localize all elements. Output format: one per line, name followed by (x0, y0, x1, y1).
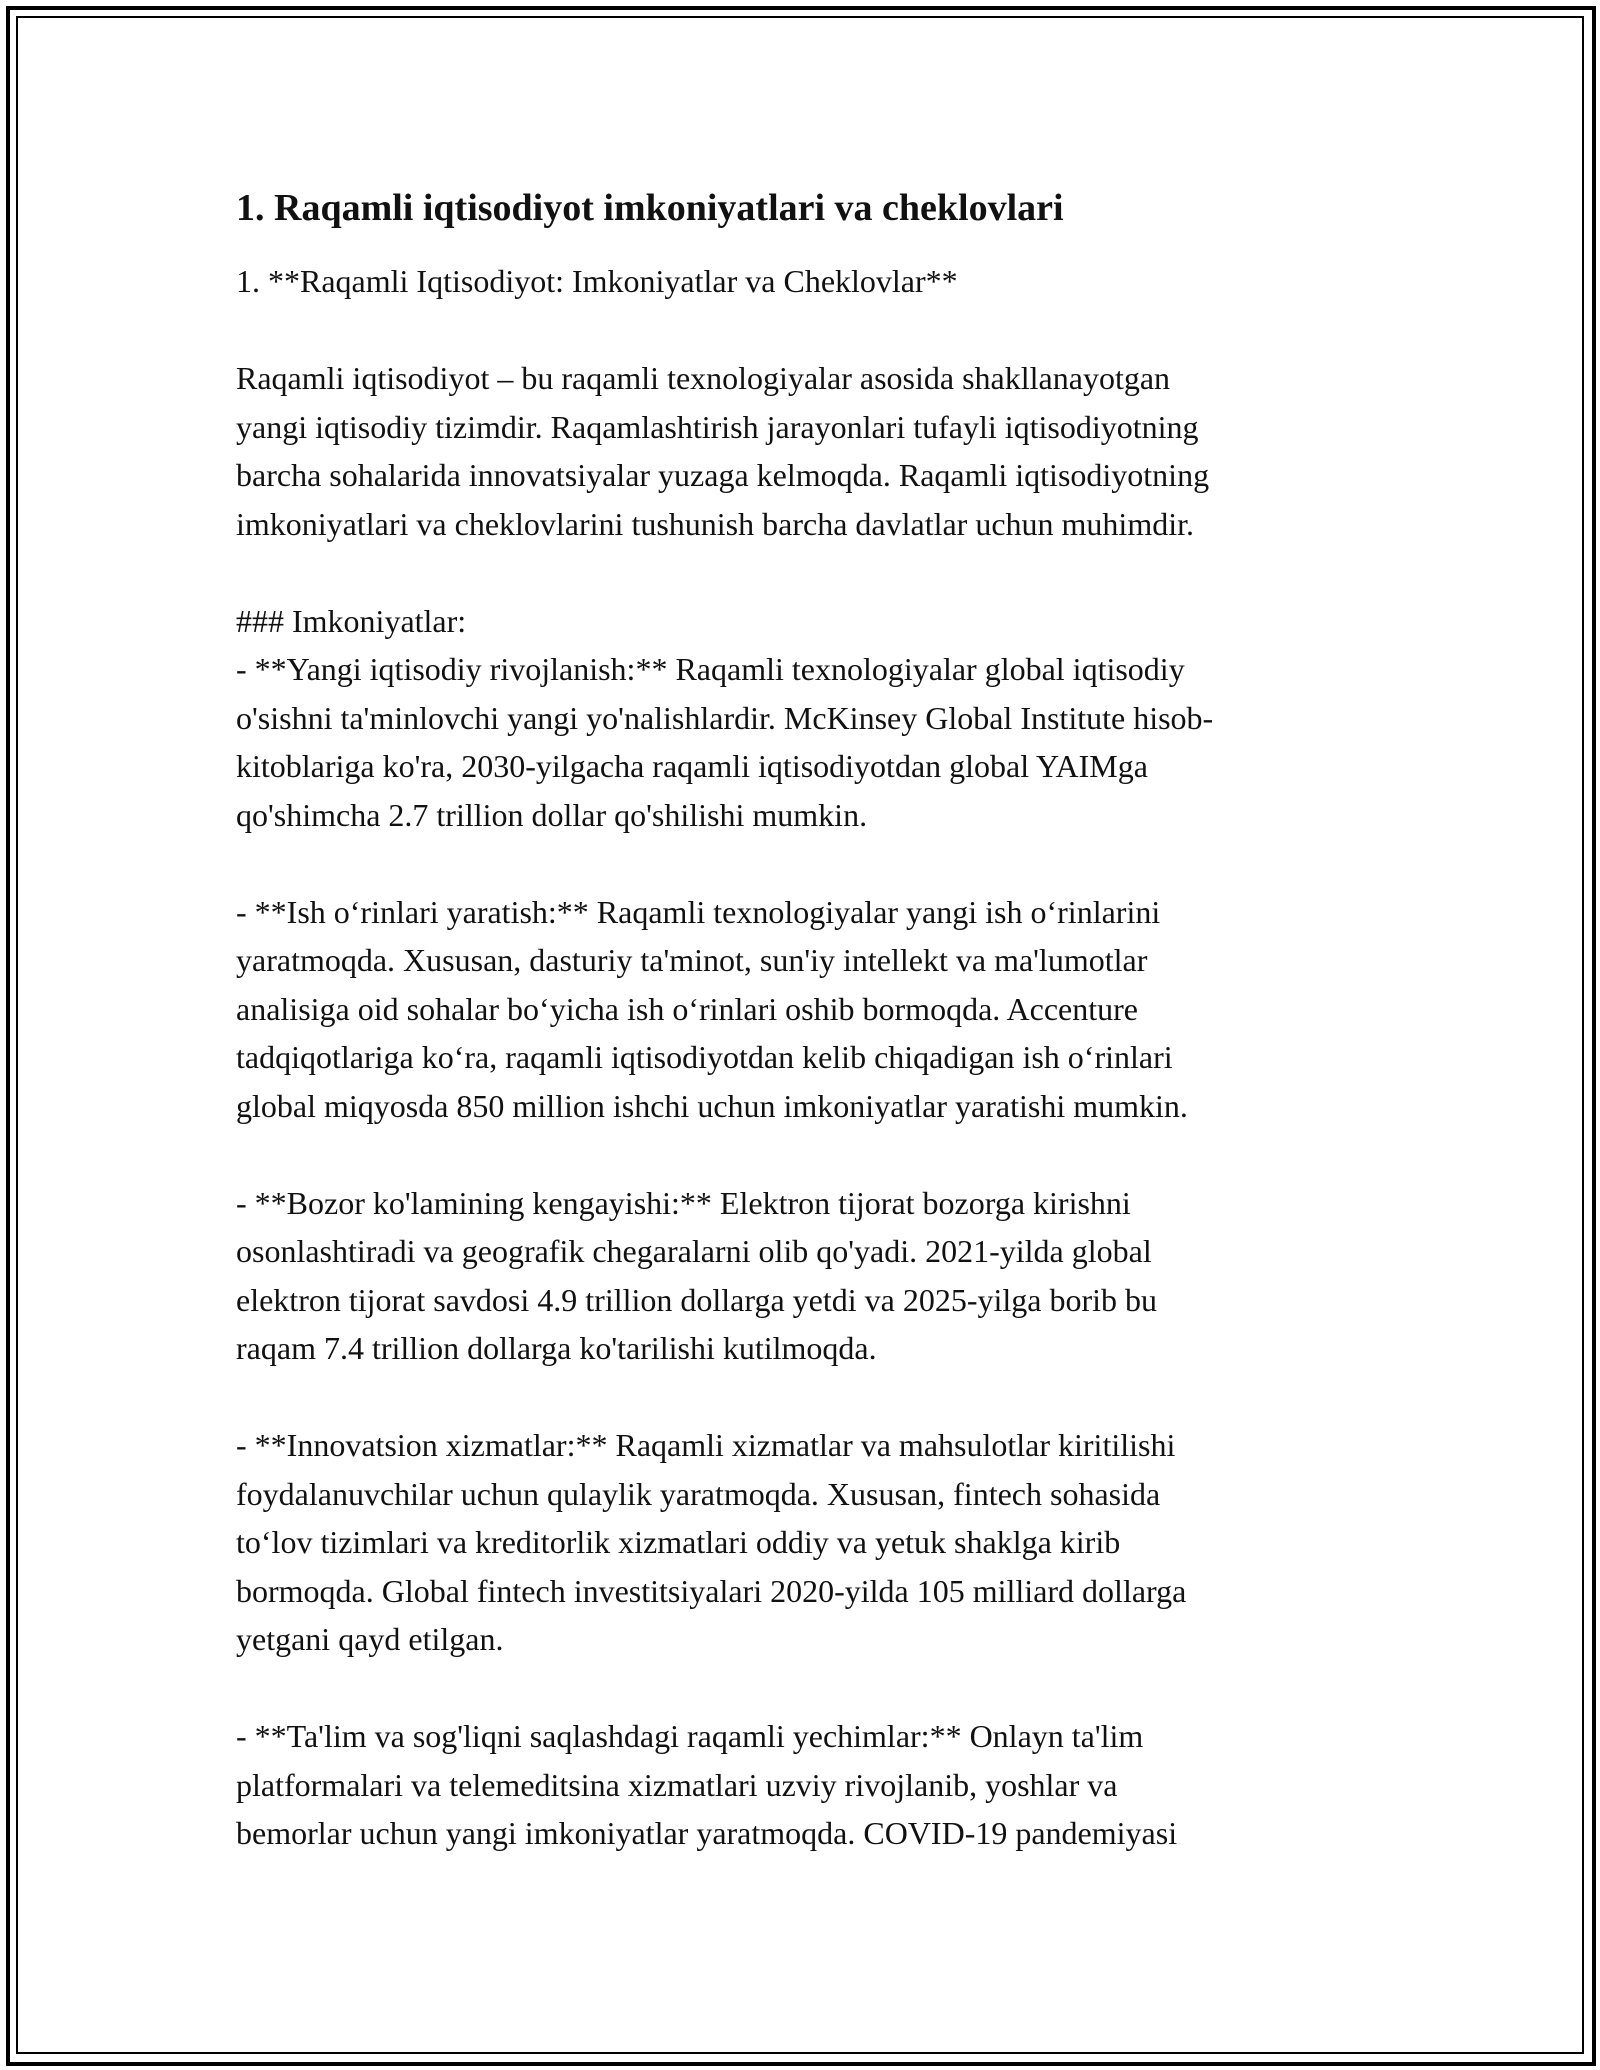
intro-paragraph: Raqamli iqtisodiyot – bu raqamli texnologiyalar asosida shakllanayotgan yangi iqtisodiy tizimdir. Raqamlashtirish jarayonlari tufayli iqtisodiyotning barcha sohalarida innovatsiyalar yuzaga kelmoqda. Raqamli iqtisodiyotning imkoniyatlari va cheklovlarini tushunish barcha davlatlar uchun muhimdir. (236, 360, 1210, 542)
list-item: - **Yangi iqtisodiy rivojlanish:** Raqamli texnologiyalar global iqtisodiy o'sishni ta'minlovchi yangi yo'nalishlardir. McKinsey Global Institute hisob- kitoblariga ko'ra, 2030-yilgacha raqamli iqtisodiyotdan global YAIMga qo'shimcha 2.7 trillion dollar qo'shilishi mumkin. (236, 651, 1214, 833)
paragraph-gap (236, 1664, 1366, 1713)
section-heading: ### Imkoniyatlar: (236, 602, 467, 639)
paragraph-gap (236, 548, 1366, 597)
list-item: - **Ish o‘rinlari yaratish:** Raqamli texnologiyalar yangi ish o‘rinlarini yaratmoqda. Xususan, dasturiy ta'minot, sun'iy intellekt va ma'lumotlar analisiga oid sohalar bo‘yicha ish o‘rinlari oshib bormoqda. Accenture tadqiqotlariga ko‘ra, raqamli iqtisodiyotdan kelib chiqadigan ish o‘rinlari global miqyosda 850 million ishchi uchun imkoniyatlar yaratishi mumkin. (236, 893, 1188, 1124)
paragraph-gap (236, 839, 1366, 888)
paragraph-gap (236, 1373, 1366, 1422)
document-page (236, 185, 1366, 1858)
list-item: - **Ta'lim va sog'liqni saqlashdagi raqamli yechimlar:** Onlayn ta'lim platformalari va telemeditsina xizmatlari uzviy rivojlanib, yoshlar va bemorlar uchun yangi imkoniyatlar yaratmoqda. COVID-19 pandemiyasi (236, 1718, 1178, 1851)
list-item: - **Bozor ko'lamining kengayishi:** Elektron tijorat bozorga kirishni osonlashtiradi va geografik chegaralarni olib qo'yadi. 2021-yilda global elektron tijorat savdosi 4.9 trillion dollarga yetdi va 2025-yilga borib bu raqam 7.4 trillion dollarga ko'tarilishi kutilmoqda. (236, 1184, 1158, 1366)
paragraph-gap (236, 1130, 1366, 1179)
document-heading: 1. Raqamli iqtisodiyot imkoniyatlari va cheklovlari (236, 187, 1064, 229)
paragraph-gap (236, 306, 1366, 355)
document-subtitle: 1. **Raqamli Iqtisodiyot: Imkoniyatlar va Cheklovlar** (236, 263, 958, 299)
list-item: - **Innovatsion xizmatlar:** Raqamli xizmatlar va mahsulotlar kiritilishi foydalanuvchilar uchun qulaylik yaratmoqda. Xususan, fintech sohasida to‘lov tizimlari va kreditorlik xizmatlari oddiy va yetuk shaklga kirib bormoqda. Global fintech investitsiyalari 2020-yilda 105 milliard dollarga yetgani qayd etilgan. (236, 1427, 1187, 1657)
